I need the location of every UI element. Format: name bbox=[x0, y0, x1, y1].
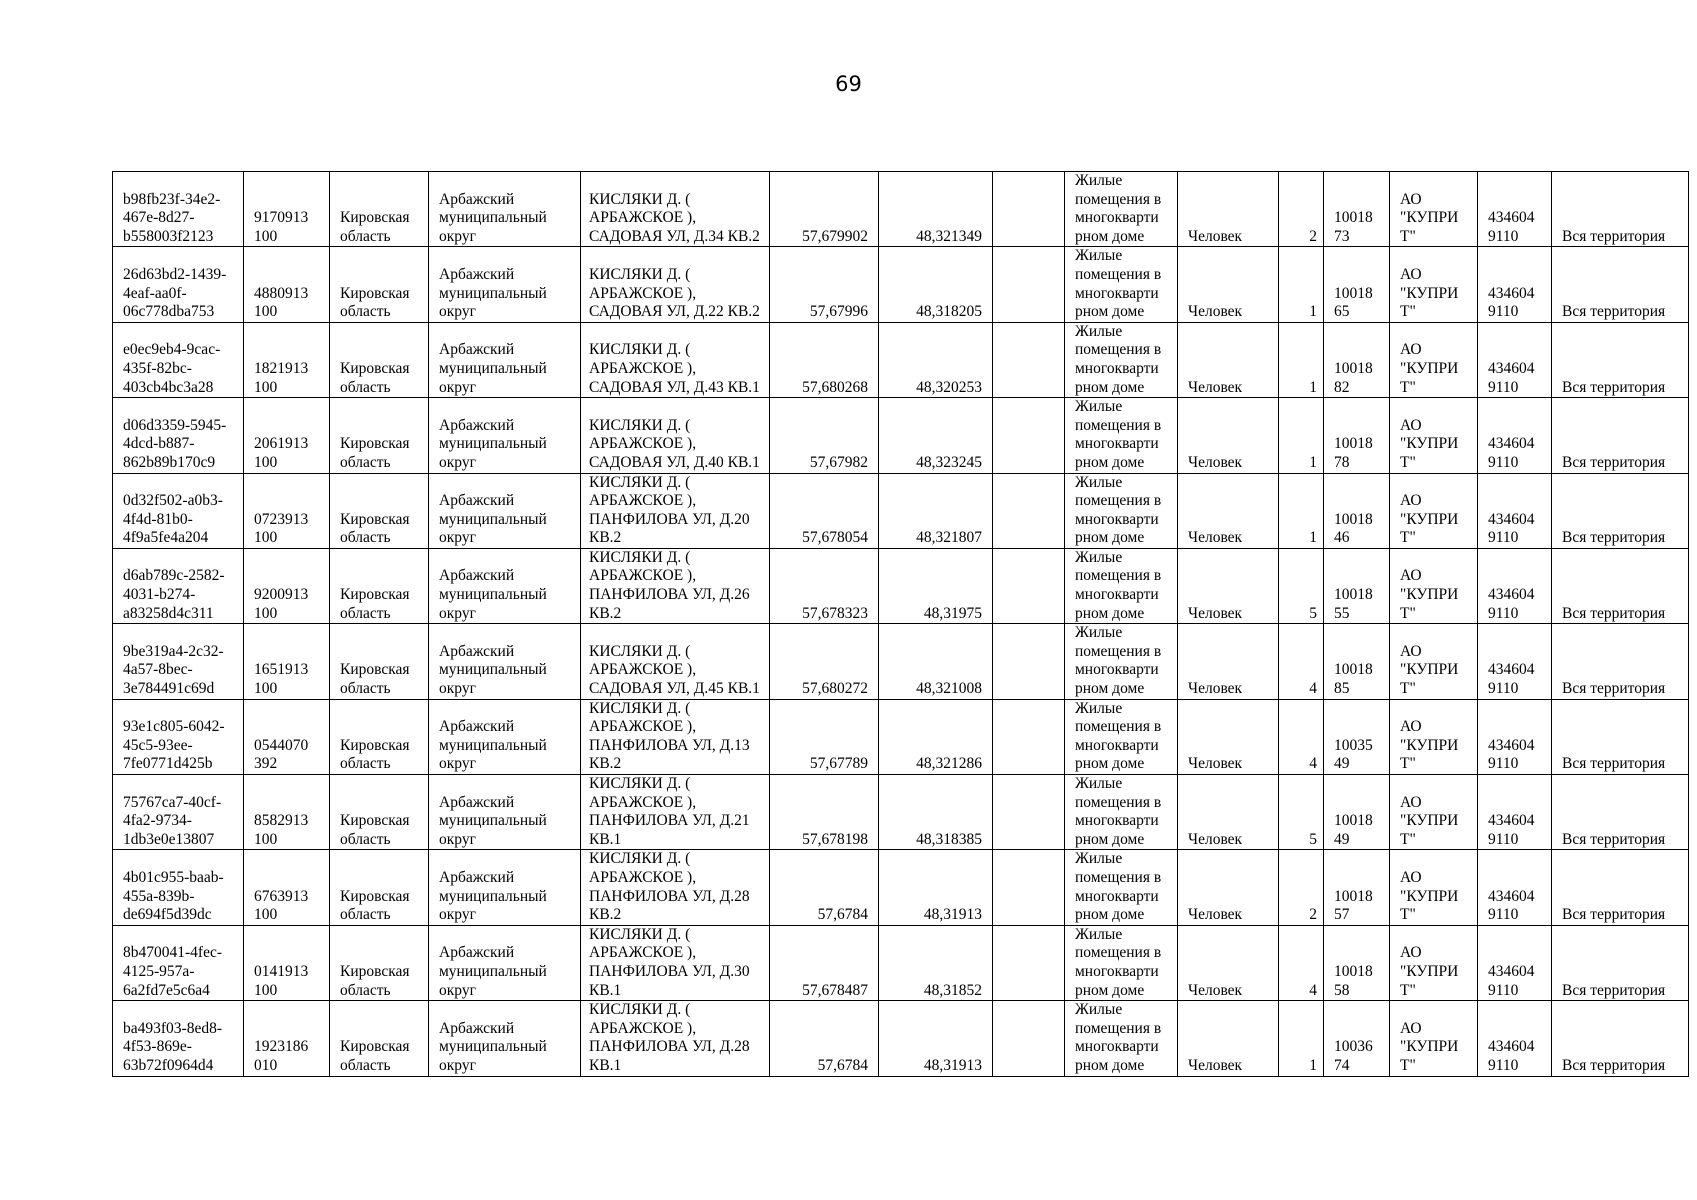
organization-cell: АО "КУПРИ Т" bbox=[1390, 699, 1478, 774]
inn-cell: 434604 9110 bbox=[1478, 925, 1552, 1000]
territory-cell: Вся территория bbox=[1552, 1001, 1689, 1076]
latitude-cell: 57,6784 bbox=[770, 850, 879, 925]
object-type-cell: Жилые помещения в многокварти рном доме bbox=[1065, 322, 1178, 397]
inn-cell: 434604 9110 bbox=[1478, 548, 1552, 623]
territory-cell: Вся территория bbox=[1552, 247, 1689, 322]
district-cell: Арбажский муниципальный округ bbox=[429, 775, 581, 850]
latitude-cell: 57,678487 bbox=[770, 925, 879, 1000]
organization-cell: АО "КУПРИ Т" bbox=[1390, 925, 1478, 1000]
region-cell: Кировская область bbox=[330, 624, 429, 699]
object-type-cell: Жилые помещения в многокварти рном доме bbox=[1065, 850, 1178, 925]
latitude-cell: 57,67789 bbox=[770, 699, 879, 774]
organization-cell: АО "КУПРИ Т" bbox=[1390, 850, 1478, 925]
empty-cell bbox=[993, 775, 1065, 850]
address-cell: КИСЛЯКИ Д. ( АРБАЖСКОЕ ), ПАНФИЛОВА УЛ, Д.20 КВ.2 bbox=[581, 473, 770, 548]
address-cell: КИСЛЯКИ Д. ( АРБАЖСКОЕ ), ПАНФИЛОВА УЛ, Д.13 КВ.2 bbox=[581, 699, 770, 774]
id-cell: 8b470041-4fec- 4125-957a- 6a2fd7e5c6a4 bbox=[113, 925, 244, 1000]
longitude-cell: 48,321807 bbox=[879, 473, 993, 548]
organization-cell: АО "КУПРИ Т" bbox=[1390, 322, 1478, 397]
region-cell: Кировская область bbox=[330, 1001, 429, 1076]
unit-cell: Человек bbox=[1178, 322, 1279, 397]
number-cell: 10018 78 bbox=[1324, 398, 1390, 473]
district-cell: Арбажский муниципальный округ bbox=[429, 247, 581, 322]
latitude-cell: 57,6784 bbox=[770, 1001, 879, 1076]
inn-cell: 434604 9110 bbox=[1478, 699, 1552, 774]
id-cell: 75767ca7-40cf- 4fa2-9734- 1db3e0e13807 bbox=[113, 775, 244, 850]
number-cell: 10018 46 bbox=[1324, 473, 1390, 548]
territory-cell: Вся территория bbox=[1552, 850, 1689, 925]
longitude-cell: 48,320253 bbox=[879, 322, 993, 397]
district-cell: Арбажский муниципальный округ bbox=[429, 398, 581, 473]
longitude-cell: 48,323245 bbox=[879, 398, 993, 473]
latitude-cell: 57,678198 bbox=[770, 775, 879, 850]
address-cell: КИСЛЯКИ Д. ( АРБАЖСКОЕ ), САДОВАЯ УЛ, Д.34 КВ.2 bbox=[581, 172, 770, 247]
address-cell: КИСЛЯКИ Д. ( АРБАЖСКОЕ ), ПАНФИЛОВА УЛ, Д.21 КВ.1 bbox=[581, 775, 770, 850]
district-cell: Арбажский муниципальный округ bbox=[429, 624, 581, 699]
latitude-cell: 57,680272 bbox=[770, 624, 879, 699]
object-type-cell: Жилые помещения в многокварти рном доме bbox=[1065, 247, 1178, 322]
table-row bbox=[113, 925, 1689, 1000]
table-row bbox=[113, 247, 1689, 322]
table-row bbox=[113, 548, 1689, 623]
count-cell: 1 bbox=[1279, 322, 1324, 397]
territory-cell: Вся территория bbox=[1552, 699, 1689, 774]
id-cell: ba493f03-8ed8- 4f53-869e- 63b72f0964d4 bbox=[113, 1001, 244, 1076]
unit-cell: Человек bbox=[1178, 925, 1279, 1000]
count-cell: 4 bbox=[1279, 925, 1324, 1000]
number-cell: 10018 58 bbox=[1324, 925, 1390, 1000]
latitude-cell: 57,67996 bbox=[770, 247, 879, 322]
longitude-cell: 48,321008 bbox=[879, 624, 993, 699]
empty-cell bbox=[993, 1001, 1065, 1076]
count-cell: 5 bbox=[1279, 548, 1324, 623]
latitude-cell: 57,678054 bbox=[770, 473, 879, 548]
organization-cell: АО "КУПРИ Т" bbox=[1390, 548, 1478, 623]
number-cell: 10018 65 bbox=[1324, 247, 1390, 322]
unit-cell: Человек bbox=[1178, 699, 1279, 774]
address-cell: КИСЛЯКИ Д. ( АРБАЖСКОЕ ), САДОВАЯ УЛ, Д.40 КВ.1 bbox=[581, 398, 770, 473]
empty-cell bbox=[993, 247, 1065, 322]
organization-cell: АО "КУПРИ Т" bbox=[1390, 775, 1478, 850]
table-row bbox=[113, 775, 1689, 850]
inn-cell: 434604 9110 bbox=[1478, 398, 1552, 473]
code-cell: 6763913 100 bbox=[244, 850, 330, 925]
inn-cell: 434604 9110 bbox=[1478, 775, 1552, 850]
empty-cell bbox=[993, 398, 1065, 473]
district-cell: Арбажский муниципальный округ bbox=[429, 172, 581, 247]
district-cell: Арбажский муниципальный округ bbox=[429, 850, 581, 925]
empty-cell bbox=[993, 925, 1065, 1000]
id-cell: d06d3359-5945- 4dcd-b887- 862b89b170c9 bbox=[113, 398, 244, 473]
object-type-cell: Жилые помещения в многокварти рном доме bbox=[1065, 172, 1178, 247]
territory-cell: Вся территория bbox=[1552, 548, 1689, 623]
object-type-cell: Жилые помещения в многокварти рном доме bbox=[1065, 925, 1178, 1000]
inn-cell: 434604 9110 bbox=[1478, 322, 1552, 397]
number-cell: 10018 85 bbox=[1324, 624, 1390, 699]
table-row bbox=[113, 850, 1689, 925]
unit-cell: Человек bbox=[1178, 247, 1279, 322]
address-cell: КИСЛЯКИ Д. ( АРБАЖСКОЕ ), ПАНФИЛОВА УЛ, Д.28 КВ.1 bbox=[581, 1001, 770, 1076]
id-cell: 9be319a4-2c32- 4a57-8bec- 3e784491c69d bbox=[113, 624, 244, 699]
empty-cell bbox=[993, 172, 1065, 247]
number-cell: 10035 49 bbox=[1324, 699, 1390, 774]
region-cell: Кировская область bbox=[330, 322, 429, 397]
table-row bbox=[113, 1001, 1689, 1076]
code-cell: 0141913 100 bbox=[244, 925, 330, 1000]
region-cell: Кировская область bbox=[330, 548, 429, 623]
region-cell: Кировская область bbox=[330, 172, 429, 247]
region-cell: Кировская область bbox=[330, 925, 429, 1000]
region-cell: Кировская область bbox=[330, 247, 429, 322]
inn-cell: 434604 9110 bbox=[1478, 850, 1552, 925]
table-row bbox=[113, 624, 1689, 699]
object-type-cell: Жилые помещения в многокварти рном доме bbox=[1065, 1001, 1178, 1076]
code-cell: 1651913 100 bbox=[244, 624, 330, 699]
latitude-cell: 57,680268 bbox=[770, 322, 879, 397]
region-cell: Кировская область bbox=[330, 775, 429, 850]
id-cell: 0d32f502-a0b3- 4f4d-81b0- 4f9a5fe4a204 bbox=[113, 473, 244, 548]
longitude-cell: 48,318205 bbox=[879, 247, 993, 322]
code-cell: 0723913 100 bbox=[244, 473, 330, 548]
registry-table bbox=[112, 171, 1689, 1077]
count-cell: 2 bbox=[1279, 172, 1324, 247]
count-cell: 2 bbox=[1279, 850, 1324, 925]
address-cell: КИСЛЯКИ Д. ( АРБАЖСКОЕ ), САДОВАЯ УЛ, Д.43 КВ.1 bbox=[581, 322, 770, 397]
region-cell: Кировская область bbox=[330, 473, 429, 548]
unit-cell: Человек bbox=[1178, 398, 1279, 473]
inn-cell: 434604 9110 bbox=[1478, 473, 1552, 548]
number-cell: 10018 82 bbox=[1324, 322, 1390, 397]
district-cell: Арбажский муниципальный округ bbox=[429, 473, 581, 548]
district-cell: Арбажский муниципальный округ bbox=[429, 322, 581, 397]
inn-cell: 434604 9110 bbox=[1478, 1001, 1552, 1076]
object-type-cell: Жилые помещения в многокварти рном доме bbox=[1065, 398, 1178, 473]
organization-cell: АО "КУПРИ Т" bbox=[1390, 398, 1478, 473]
inn-cell: 434604 9110 bbox=[1478, 624, 1552, 699]
territory-cell: Вся территория bbox=[1552, 624, 1689, 699]
table-row bbox=[113, 322, 1689, 397]
longitude-cell: 48,31975 bbox=[879, 548, 993, 623]
table-row bbox=[113, 172, 1689, 247]
count-cell: 1 bbox=[1279, 247, 1324, 322]
latitude-cell: 57,67982 bbox=[770, 398, 879, 473]
empty-cell bbox=[993, 473, 1065, 548]
code-cell: 2061913 100 bbox=[244, 398, 330, 473]
organization-cell: АО "КУПРИ Т" bbox=[1390, 172, 1478, 247]
latitude-cell: 57,679902 bbox=[770, 172, 879, 247]
inn-cell: 434604 9110 bbox=[1478, 172, 1552, 247]
unit-cell: Человек bbox=[1178, 624, 1279, 699]
longitude-cell: 48,31913 bbox=[879, 850, 993, 925]
latitude-cell: 57,678323 bbox=[770, 548, 879, 623]
empty-cell bbox=[993, 322, 1065, 397]
unit-cell: Человек bbox=[1178, 548, 1279, 623]
table-row bbox=[113, 473, 1689, 548]
table-row bbox=[113, 699, 1689, 774]
unit-cell: Человек bbox=[1178, 850, 1279, 925]
unit-cell: Человек bbox=[1178, 172, 1279, 247]
code-cell: 9170913 100 bbox=[244, 172, 330, 247]
page-number: 69 bbox=[835, 72, 862, 96]
code-cell: 4880913 100 bbox=[244, 247, 330, 322]
code-cell: 9200913 100 bbox=[244, 548, 330, 623]
region-cell: Кировская область bbox=[330, 850, 429, 925]
count-cell: 1 bbox=[1279, 398, 1324, 473]
code-cell: 1923186 010 bbox=[244, 1001, 330, 1076]
region-cell: Кировская область bbox=[330, 699, 429, 774]
longitude-cell: 48,321286 bbox=[879, 699, 993, 774]
organization-cell: АО "КУПРИ Т" bbox=[1390, 473, 1478, 548]
number-cell: 10018 55 bbox=[1324, 548, 1390, 623]
address-cell: КИСЛЯКИ Д. ( АРБАЖСКОЕ ), ПАНФИЛОВА УЛ, Д.28 КВ.2 bbox=[581, 850, 770, 925]
territory-cell: Вся территория bbox=[1552, 925, 1689, 1000]
address-cell: КИСЛЯКИ Д. ( АРБАЖСКОЕ ), ПАНФИЛОВА УЛ, Д.30 КВ.1 bbox=[581, 925, 770, 1000]
count-cell: 5 bbox=[1279, 775, 1324, 850]
empty-cell bbox=[993, 699, 1065, 774]
organization-cell: АО "КУПРИ Т" bbox=[1390, 624, 1478, 699]
territory-cell: Вся территория bbox=[1552, 172, 1689, 247]
unit-cell: Человек bbox=[1178, 473, 1279, 548]
number-cell: 10036 74 bbox=[1324, 1001, 1390, 1076]
longitude-cell: 48,321349 bbox=[879, 172, 993, 247]
object-type-cell: Жилые помещения в многокварти рном доме bbox=[1065, 473, 1178, 548]
territory-cell: Вся территория bbox=[1552, 398, 1689, 473]
object-type-cell: Жилые помещения в многокварти рном доме bbox=[1065, 624, 1178, 699]
object-type-cell: Жилые помещения в многокварти рном доме bbox=[1065, 775, 1178, 850]
address-cell: КИСЛЯКИ Д. ( АРБАЖСКОЕ ), САДОВАЯ УЛ, Д.22 КВ.2 bbox=[581, 247, 770, 322]
table-row bbox=[113, 398, 1689, 473]
object-type-cell: Жилые помещения в многокварти рном доме bbox=[1065, 548, 1178, 623]
organization-cell: АО "КУПРИ Т" bbox=[1390, 1001, 1478, 1076]
number-cell: 10018 49 bbox=[1324, 775, 1390, 850]
id-cell: 26d63bd2-1439- 4eaf-aa0f- 06c778dba753 bbox=[113, 247, 244, 322]
district-cell: Арбажский муниципальный округ bbox=[429, 699, 581, 774]
number-cell: 10018 57 bbox=[1324, 850, 1390, 925]
empty-cell bbox=[993, 624, 1065, 699]
code-cell: 1821913 100 bbox=[244, 322, 330, 397]
longitude-cell: 48,31913 bbox=[879, 1001, 993, 1076]
address-cell: КИСЛЯКИ Д. ( АРБАЖСКОЕ ), САДОВАЯ УЛ, Д.45 КВ.1 bbox=[581, 624, 770, 699]
count-cell: 1 bbox=[1279, 1001, 1324, 1076]
address-cell: КИСЛЯКИ Д. ( АРБАЖСКОЕ ), ПАНФИЛОВА УЛ, Д.26 КВ.2 bbox=[581, 548, 770, 623]
id-cell: b98fb23f-34e2- 467e-8d27- b558003f2123 bbox=[113, 172, 244, 247]
number-cell: 10018 73 bbox=[1324, 172, 1390, 247]
id-cell: 4b01c955-baab- 455a-839b- de694f5d39dc bbox=[113, 850, 244, 925]
territory-cell: Вся территория bbox=[1552, 775, 1689, 850]
count-cell: 4 bbox=[1279, 699, 1324, 774]
longitude-cell: 48,318385 bbox=[879, 775, 993, 850]
territory-cell: Вся территория bbox=[1552, 473, 1689, 548]
district-cell: Арбажский муниципальный округ bbox=[429, 1001, 581, 1076]
registry-table-body bbox=[113, 172, 1689, 1077]
region-cell: Кировская область bbox=[330, 398, 429, 473]
code-cell: 0544070 392 bbox=[244, 699, 330, 774]
id-cell: 93e1c805-6042- 45c5-93ee- 7fe0771d425b bbox=[113, 699, 244, 774]
id-cell: d6ab789c-2582- 4031-b274- a83258d4c311 bbox=[113, 548, 244, 623]
empty-cell bbox=[993, 850, 1065, 925]
organization-cell: АО "КУПРИ Т" bbox=[1390, 247, 1478, 322]
unit-cell: Человек bbox=[1178, 775, 1279, 850]
longitude-cell: 48,31852 bbox=[879, 925, 993, 1000]
district-cell: Арбажский муниципальный округ bbox=[429, 925, 581, 1000]
empty-cell bbox=[993, 548, 1065, 623]
count-cell: 4 bbox=[1279, 624, 1324, 699]
inn-cell: 434604 9110 bbox=[1478, 247, 1552, 322]
id-cell: e0ec9eb4-9cac- 435f-82bc- 403cb4bc3a28 bbox=[113, 322, 244, 397]
object-type-cell: Жилые помещения в многокварти рном доме bbox=[1065, 699, 1178, 774]
district-cell: Арбажский муниципальный округ bbox=[429, 548, 581, 623]
unit-cell: Человек bbox=[1178, 1001, 1279, 1076]
territory-cell: Вся территория bbox=[1552, 322, 1689, 397]
code-cell: 8582913 100 bbox=[244, 775, 330, 850]
count-cell: 1 bbox=[1279, 473, 1324, 548]
